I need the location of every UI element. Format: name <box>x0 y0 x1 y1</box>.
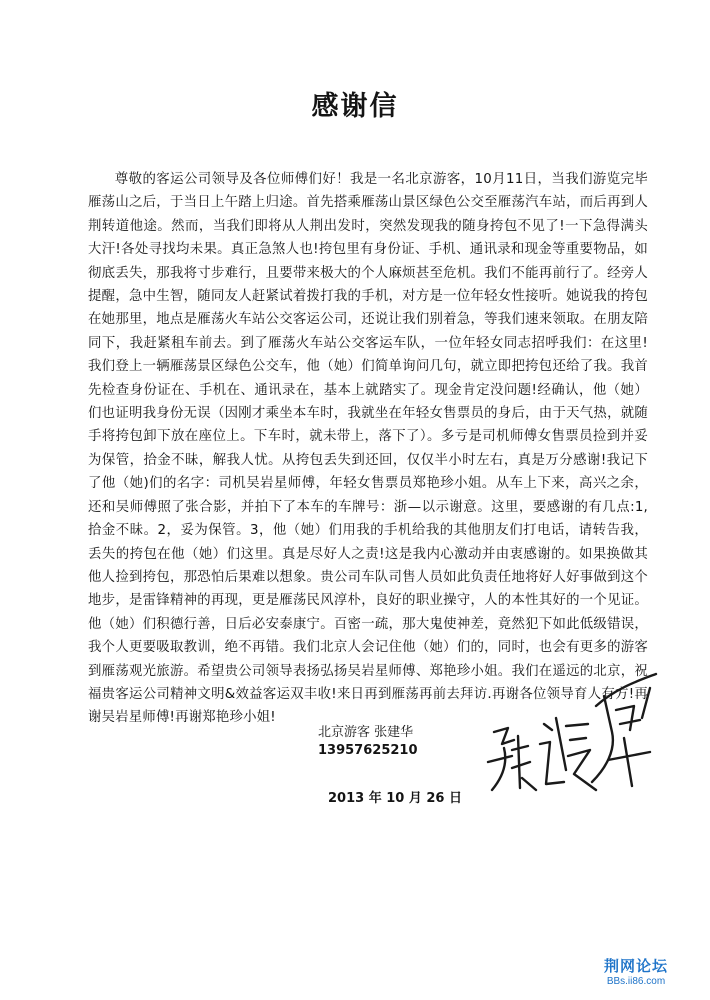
watermark-url: BBs.ii86.com <box>606 976 666 987</box>
letter-title: 感谢信 <box>311 91 399 122</box>
signer-phone: 13957625210 <box>318 743 418 758</box>
watermark-name: 荆网论坛 <box>603 958 668 975</box>
letter-date: 2013 年 10 月 26 日 <box>328 791 462 806</box>
signer-name: 北京游客 张建华 <box>318 725 414 740</box>
handwritten-signature <box>482 666 672 806</box>
forum-watermark <box>576 958 696 988</box>
letter-body: 尊敬的客运公司领导及各位师傅们好！我是一名北京游客，10月11日，当我们游览完毕雁荡山之后，于当日上午踏上归途。首先搭乘雁荡山景区绿色公交至雁荡汽车站，而后再到人荆转道他途。然而，当我们即将从人荆出发时，突然发现我的随身挎包不见了!一下急得满头大汗!各处寻找均未果。真正急煞人也!挎包里有身份证、手机、通讯录和现金等重要物品，如彻底丢失，那我将寸步难行，且要带来极大的个人麻烦甚至危机。我们不能再前行了。经旁人提醒，急中生智，随同友人赶紧试着拨打我的手机，对方是一位年轻女性接听。她说我的挎包在她那里，地点是雁荡火车站公交客运公司，还说让我们别着急，等我们速来领取。在朋友陪同下，我赶紧租车前去。到了雁荡火车站公交客运车队，一位年轻女同志招呼我们：在这里!我们登上一辆雁荡景区绿色公交车，他（她）们简单询问几句，就立即把挎包还给了我。我首先检查身份证在、手机在、通讯录在，基本上就踏实了。现金肯定没问题!经确认，他（她）们也证明我身份无误（因刚才乘坐本车时，我就坐在年轻女售票员的身后，由于天气热，就随手将挎包卸下放在座位上。下车时，就未带上，落下了）。多亏是司机师傅女售票员捡到并妥为保管，拾金不昧，解我人忧。从挎包丢失到还回，仅仅半小时左右，真是万分感谢!我记下了他（她)们的名字：司机吴岩星师傅，年轻女售票员郑艳珍小姐。从车上下来，高兴之余，还和吴师傅照了张合影，并拍下了本车的车牌号：浙—以示谢意。这里，要感谢的有几点:1,拾金不昧。2，妥为保管。3，他（她）们用我的手机给我的其他朋友们打电话，请转告我，丢失的挎包在他（她）们这里。真是尽好人之责!这是我内心激动并由衷感谢的。如果换做其他人捡到挎包，那恐怕后果难以想象。贵公司车队司售人员如此负责任地将好人好事做到这个地步，是雷锋精神的再现，更是雁荡民风淳朴，良好的职业操守，人的本性其好的一个见证。他（她）们积德行善，日后必安泰康宁。百密一疏，那大鬼使神差，竟然犯下如此低级错误，我个人更要吸取教训，绝不再错。我们北京人会记住他（她）们的，同时，也会有更多的游客到雁荡观光旅游。希望贵公司领导表扬弘扬吴岩星师傅、郑艳珍小姐。我们在遥远的北京，祝福贵客运公司精神文明&效益客运双丰收!来日再到雁荡再前去拜访.再谢各位领导育人有方!再谢吴岩星师傅!再谢郑艳珍小姐! <box>88 172 649 726</box>
